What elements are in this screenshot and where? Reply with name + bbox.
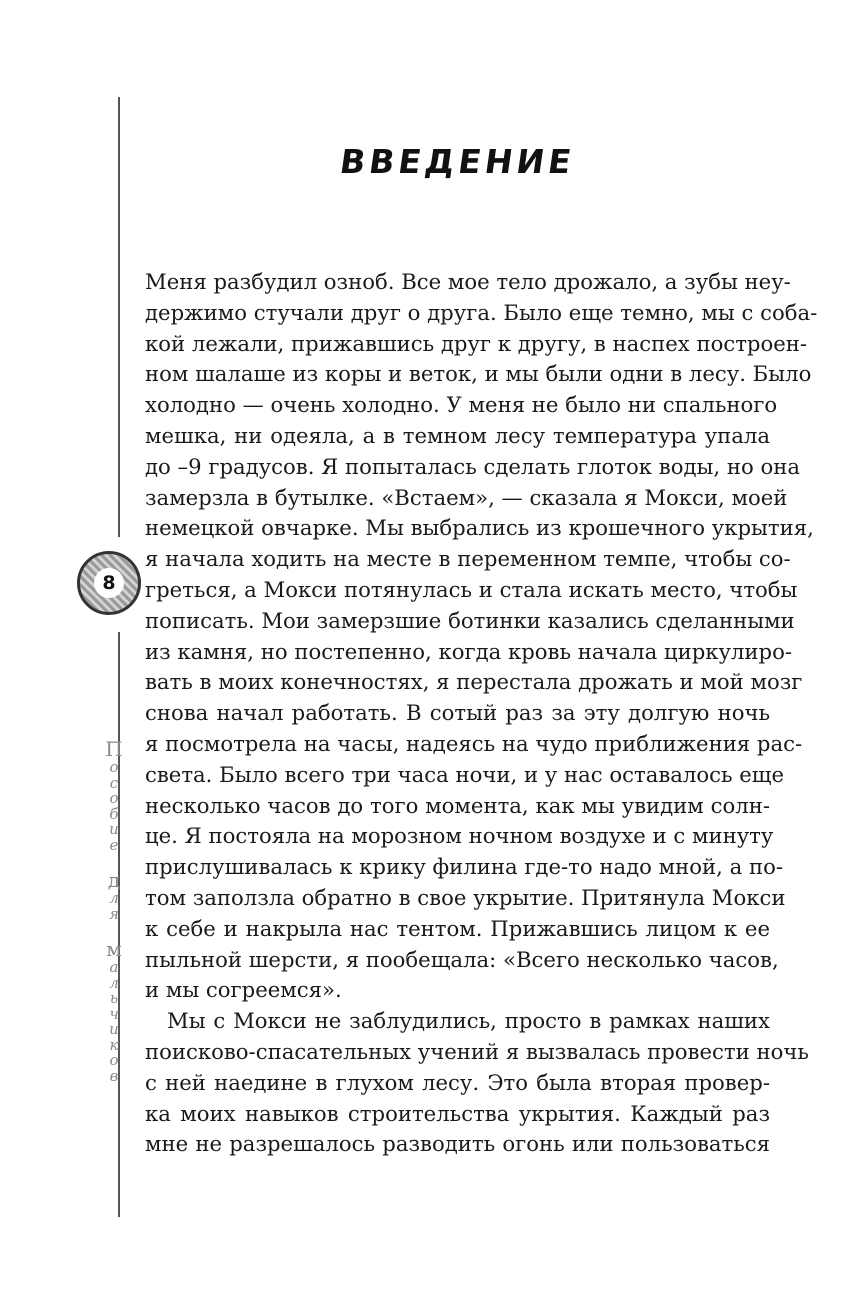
text-line: греться, а Мокси потянулась и стала искать место, чтобы	[145, 576, 798, 602]
text-line: Меня разбудил озноб. Все мое тело дрожало, а зубы неу-	[145, 269, 791, 294]
margin-rule-top	[118, 97, 120, 537]
text-line: поисково-спасательных учений я вызвалась провести ночь	[145, 1038, 809, 1064]
running-title-letter: б	[109, 804, 119, 823]
running-title-letter: к	[109, 1035, 119, 1054]
running-title-letter: и	[109, 820, 119, 838]
running-title-letter: м	[106, 937, 122, 961]
running-title-letter: П	[105, 737, 123, 761]
chapter-title: ВВЕДЕНИЕ	[337, 142, 578, 181]
text-line: снова начал работать. В сотый раз за эту долгую ночь	[145, 700, 770, 726]
text-line: из камня, но постепенно, когда кровь начала циркулиро-	[145, 638, 793, 664]
running-title-letter: о	[109, 789, 119, 807]
running-book-title	[98, 738, 130, 1084]
text-line: мешка, ни одеяла, а в темном лесу температура упала	[145, 422, 770, 448]
text-line: с ней наедине в глухом лесу. Это была вторая провер-	[145, 1069, 770, 1095]
running-title-letter: д	[107, 868, 121, 892]
body-text	[145, 267, 818, 1160]
page-number-badge	[77, 551, 141, 615]
text-line: я посмотрела на часы, надеясь на чудо приближения рас-	[145, 730, 803, 756]
running-title-letter: е	[109, 835, 119, 854]
running-title-letter: л	[109, 889, 119, 907]
running-title-letter: в	[109, 1066, 119, 1085]
text-line: холодно — очень холодно. У меня не было ни спального	[145, 392, 778, 418]
text-line: том заползла обратно в свое укрытие. Притянула Мокси	[145, 884, 786, 910]
text-line: замерзла в бутылке. «Встаем», — сказала я Мокси, моей	[145, 484, 788, 510]
running-title-word-gap	[98, 853, 130, 869]
running-title-letter: и	[109, 1020, 119, 1038]
text-line: до –9 градусов. Я попыталась сделать глоток воды, но она	[145, 453, 800, 479]
page-number-badge-center	[94, 568, 124, 598]
text-line: и мы согреемся».	[145, 977, 342, 1003]
text-line: к себе и накрыла нас тентом. Прижавшись лицом к ее	[145, 915, 770, 941]
running-title-letter: о	[109, 1051, 119, 1069]
text-line: держимо стучали друг о друга. Было еще темно, мы с соба-	[145, 299, 818, 325]
running-title-letter: о	[109, 758, 119, 776]
text-line: кой лежали, прижавшись друг к другу, в наспех построен-	[145, 330, 808, 356]
running-title-word-gap	[98, 922, 130, 938]
text-line: прислушивалась к крику филина где-то надо мной, а по-	[145, 854, 784, 880]
text-line: це. Я постояла на морозном ночном воздухе и с минуту	[145, 823, 774, 849]
text-line: Мы с Мокси не заблудились, просто в рамках наших	[167, 1008, 770, 1034]
text-line: немецкой овчарке. Мы выбрались из крошечного укрытия,	[145, 515, 814, 541]
running-title-letter: с	[109, 773, 119, 792]
text-line: пописать. Мои замерзшие ботинки казались сделанными	[145, 607, 795, 633]
text-line: несколько часов до того момента, как мы увидим солн-	[145, 792, 770, 818]
running-title-letter: л	[109, 973, 119, 992]
running-title-letter: ь	[109, 989, 119, 1007]
text-line: ном шалаше из коры и веток, и мы были одни в лесу. Было	[145, 361, 812, 387]
running-title-letter: ч	[109, 1004, 119, 1023]
running-title-letter: а	[109, 958, 119, 976]
text-line: пыльной шерсти, я пообещала: «Всего несколько часов,	[145, 946, 779, 972]
text-line: ка моих навыков строительства укрытия. Каждый раз	[145, 1100, 770, 1126]
text-line: мне не разрешалось разводить огонь или пользоваться	[145, 1131, 770, 1157]
page-number: 8	[102, 571, 116, 594]
running-title-letter: я	[109, 904, 119, 923]
text-line: вать в моих конечностях, я перестала дрожать и мой мозг	[145, 669, 803, 695]
text-line: я начала ходить на месте в переменном темпе, чтобы со-	[145, 546, 791, 572]
text-line: света. Было всего три часа ночи, и у нас оставалось еще	[145, 761, 785, 787]
